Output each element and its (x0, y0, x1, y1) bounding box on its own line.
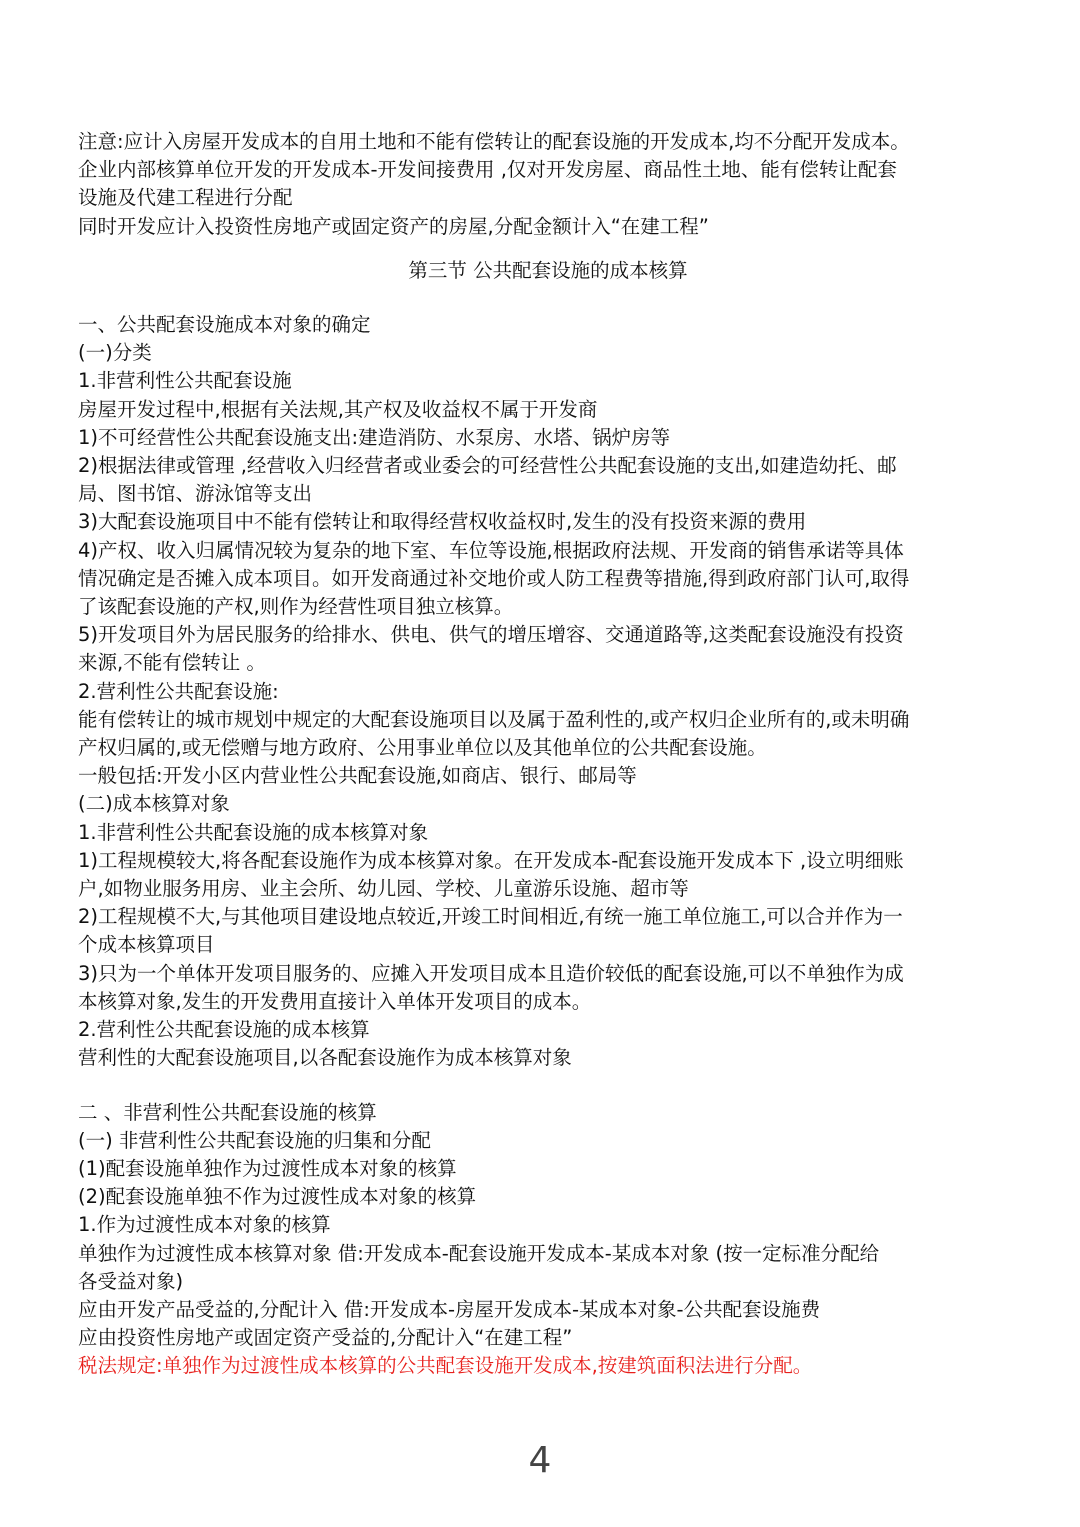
text-line: 应由投资性房地产或固定资产受益的,分配计入“在建工程” (78, 1326, 573, 1350)
text-line: 单独作为过渡性成本核算对象 借:开发成本-配套设施开发成本-某成本对象 (按一定标准分配给 (78, 1241, 880, 1265)
text-line: 1.非营利性公共配套设施的成本核算对象 (78, 820, 429, 844)
section-title: 第三节 公共配套设施的成本核算 (408, 258, 688, 282)
part-two-block (78, 1099, 1008, 1381)
text-line: 个成本核算项目 (78, 933, 215, 957)
text-line: 3)大配套设施项目中不能有偿转让和取得经营权收益权时,发生的没有投资来源的费用 (78, 510, 807, 534)
text-line: 2.营利性公共配套设施的成本核算 (78, 1018, 370, 1042)
text-line: 本核算对象,发生的开发费用直接计入单体开发项目的成本。 (78, 989, 592, 1013)
text-line: 1.非营利性公共配套设施 (78, 369, 292, 393)
text-line: 3)只为一个单体开发项目服务的、应摊入开发项目成本且造价较低的配套设施,可以不单独作为成 (78, 961, 904, 985)
text-line: (一)分类 (78, 341, 152, 365)
text-line: (2)配套设施单独不作为过渡性成本对象的核算 (78, 1185, 477, 1209)
text-line: 能有偿转让的城市规划中规定的大配套设施项目以及属于盈利性的,或产权归企业所有的,或未明确 (78, 707, 910, 731)
page-number: 4 (528, 1440, 552, 1481)
text-line: 企业内部核算单位开发的开发成本-开发间接费用 ,仅对开发房屋、商品性土地、能有偿转让配套 (78, 158, 897, 182)
text-line: 户,如物业服务用房、业主会所、幼儿园、学校、儿童游乐设施、超市等 (78, 877, 689, 901)
text-line: (一) 非营利性公共配套设施的归集和分配 (78, 1128, 431, 1152)
text-line: 情况确定是否摊入成本项目。如开发商通过补交地价或人防工程费等措施,得到政府部门认可,取得 (78, 566, 910, 590)
text-line: 同时开发应计入投资性房地产或固定资产的房屋,分配金额计入“在建工程” (78, 214, 709, 238)
text-line: 2.营利性公共配套设施: (78, 679, 279, 703)
text-line: 注意:应计入房屋开发成本的自用土地和不能有偿转让的配套设施的开发成本,均不分配开发成本。 (78, 130, 910, 153)
text-line: 一般包括:开发小区内营业性公共配套设施,如商店、银行、邮局等 (78, 764, 637, 788)
text-line: 4)产权、收入归属情况较为复杂的地下室、车位等设施,根据政府法规、开发商的销售承诺等具体 (78, 538, 904, 562)
tax-rule-note: 税法规定:单独作为过渡性成本核算的公共配套设施开发成本,按建筑面积法进行分配。 (78, 1354, 813, 1378)
intro-block (78, 128, 1008, 241)
text-line: 营利性的大配套设施项目,以各配套设施作为成本核算对象 (78, 1046, 572, 1070)
heading-line: 二 、非营利性公共配套设施的核算 (78, 1100, 377, 1124)
document-body (78, 128, 1008, 1381)
text-line: 各受益对象) (78, 1269, 184, 1293)
text-line: 2)工程规模不大,与其他项目建设地点较近,开竣工时间相近,有统一施工单位施工,可以合并作为一 (78, 905, 903, 929)
text-line: 1)工程规模较大,将各配套设施作为成本核算对象。在开发成本-配套设施开发成本下 ,设立明细账 (78, 848, 904, 872)
text-line: 应由开发产品受益的,分配计入 借:开发成本-房屋开发成本-某成本对象-公共配套设施费 (78, 1297, 821, 1321)
text-line: (1)配套设施单独作为过渡性成本对象的核算 (78, 1156, 457, 1180)
text-line: 设施及代建工程进行分配 (78, 186, 293, 210)
text-line: 2)根据法律或管理 ,经营收入归经营者或业委会的可经营性公共配套设施的支出,如建造幼托、邮 (78, 454, 897, 478)
heading-line: 一、公共配套设施成本对象的确定 (78, 313, 371, 337)
text-line: 1.作为过渡性成本对象的核算 (78, 1213, 331, 1237)
text-line: 房屋开发过程中,根据有关法规,其产权及收益权不属于开发商 (78, 397, 598, 421)
text-line: 来源,不能有偿转让 。 (78, 651, 266, 675)
text-line: (二)成本核算对象 (78, 792, 230, 816)
text-line: 1)不可经营性公共配套设施支出:建造消防、水泵房、水塔、锅炉房等 (78, 425, 671, 449)
text-line: 了该配套设施的产权,则作为经营性项目独立核算。 (78, 595, 514, 619)
part-one-block (78, 311, 1008, 1072)
text-line: 局、图书馆、游泳馆等支出 (78, 482, 313, 506)
text-line: 产权归属的,或无偿赠与地方政府、公用事业单位以及其他单位的公共配套设施。 (78, 736, 767, 760)
text-line: 5)开发项目外为居民服务的给排水、供电、供气的增压增容、交通道路等,这类配套设施没有投资 (78, 623, 904, 647)
